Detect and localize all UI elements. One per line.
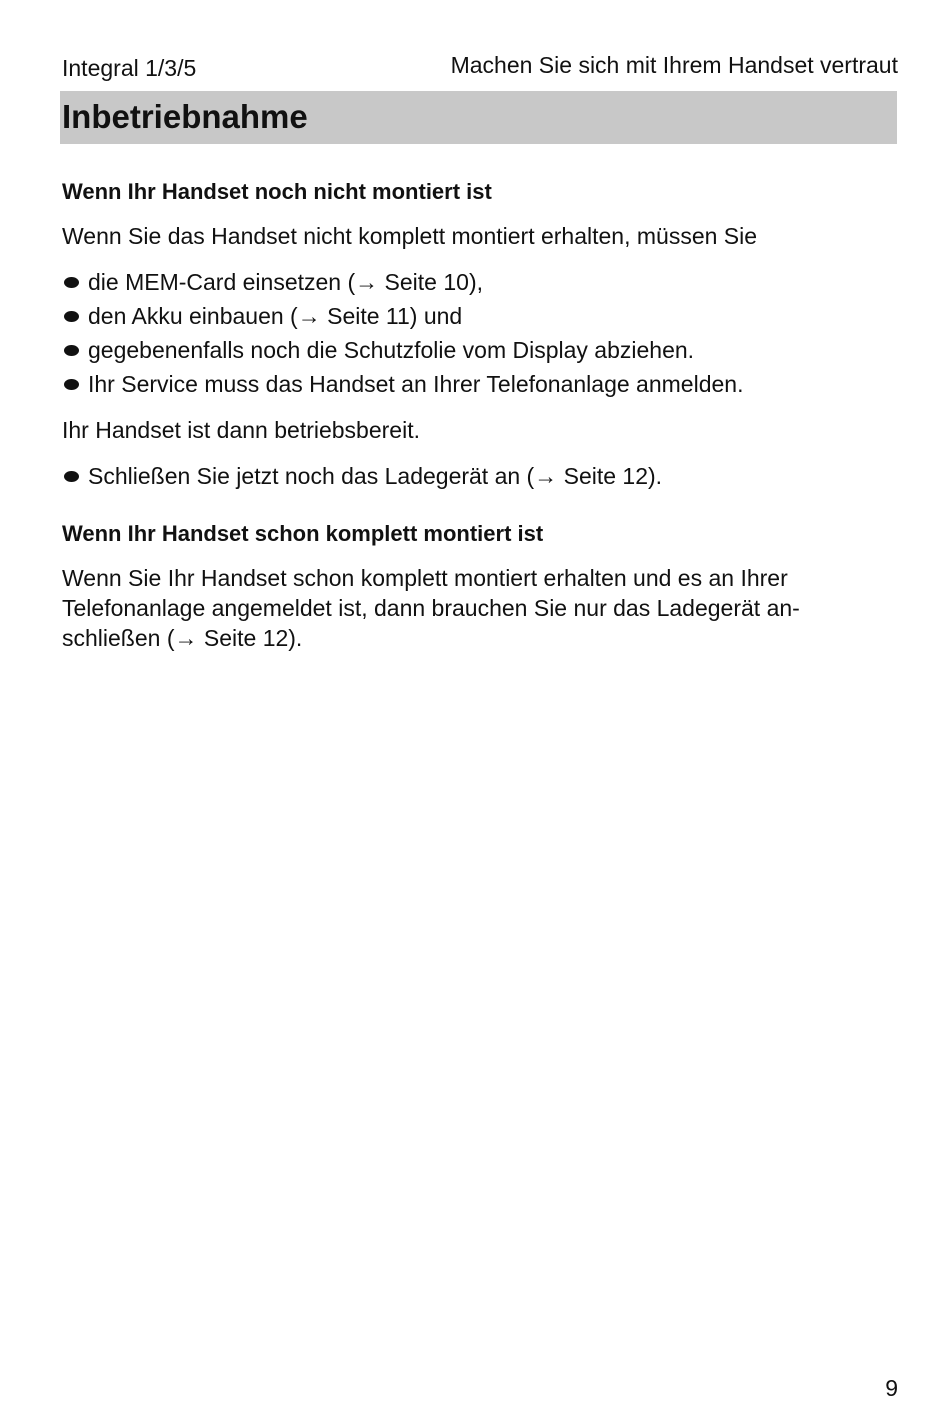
- bullet-icon: [64, 345, 79, 356]
- page-title: Inbetriebnahme: [62, 98, 308, 135]
- header-chapter: Machen Sie sich mit Ihrem Handset vertraut: [450, 52, 898, 78]
- bullet-icon: [64, 379, 79, 390]
- header-model: Integral 1/3/5: [62, 55, 197, 81]
- bullet-icon: [64, 311, 79, 322]
- list-item: Schließen Sie jetzt noch das Ladegerät an (→ Seite 12).: [62, 459, 872, 493]
- bullet-icon: [64, 277, 79, 288]
- section1-bullet-list: [62, 265, 872, 401]
- list-item: gegebenenfalls noch die Schutzfolie vom Display abziehen.: [62, 333, 872, 367]
- list-item: die MEM-Card einsetzen (→ Seite 10),: [62, 265, 872, 299]
- list-item: den Akku einbauen (→ Seite 11) und: [62, 299, 872, 333]
- page-number: 9: [885, 1375, 898, 1401]
- section1-heading: Wenn Ihr Handset noch nicht montiert ist: [62, 179, 492, 204]
- section2-body: Wenn Sie Ihr Handset schon komplett montiert erhalten und es an Ihrer Telefonanlage angemeldet ist, dann brauchen Sie nur das Ladegerät an-schließen (→ Seite 12).: [62, 565, 800, 651]
- section1-intro: Wenn Sie das Handset nicht komplett montiert erhalten, müssen Sie: [62, 223, 758, 249]
- section1-charger-list: [62, 459, 872, 493]
- section1-ready: Ihr Handset ist dann betriebsbereit.: [62, 417, 420, 443]
- content: [62, 177, 872, 667]
- section2-heading: Wenn Ihr Handset schon komplett montiert ist: [62, 521, 544, 546]
- bullet-icon: [64, 471, 79, 482]
- title-bar: [60, 91, 897, 144]
- list-item: Ihr Service muss das Handset an Ihrer Telefonanlage anmelden.: [62, 367, 872, 401]
